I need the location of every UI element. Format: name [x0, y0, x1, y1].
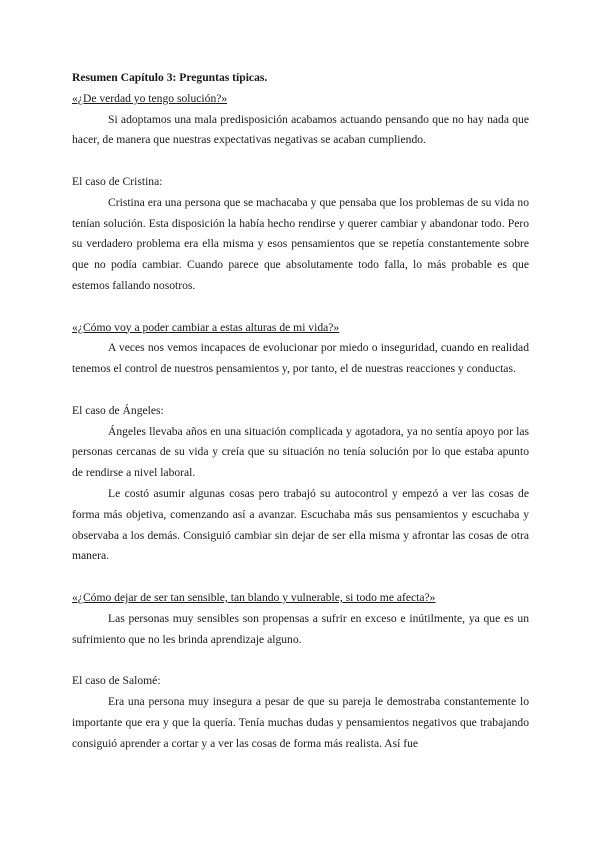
case-title: El caso de Ángeles:	[72, 403, 164, 417]
case-paragraph: Le costó asumir algunas cosas pero trabajó su autocontrol y empezó a ver las cosas de forma más objetiva, comenzando así a avanzar. Escuchaba más sus pensamientos y escuchaba y observaba a los demás. Consiguió cambiar sin dejar de ser ella misma y afrontar las cosas de otra manera.	[72, 486, 529, 563]
section-paragraph: Si adoptamos una mala predisposición acabamos actuando pensando que no hay nada que hacer, de manera que nuestras expectativas negativas se acaban cumpliendo.	[72, 112, 529, 147]
spacer	[72, 650, 529, 671]
section-paragraph: Las personas muy sensibles son propensas a sufrir en exceso e inútilmente, ya que es un sufrimiento que no les brinda aprendizaje alguno.	[72, 611, 529, 646]
spacer	[72, 151, 529, 172]
spacer	[72, 567, 529, 588]
section-paragraph: A veces nos vemos incapaces de evolucionar por miedo o inseguridad, cuando en realidad tenemos el control de nuestros pensamientos y, por tanto, el de nuestras reacciones y conductas.	[72, 341, 529, 376]
section-question: «¿Cómo dejar de ser tan sensible, tan blando y vulnerable, si todo me afecta?»	[72, 590, 436, 604]
spacer	[72, 380, 529, 401]
section-question: «¿De verdad yo tengo solución?»	[72, 91, 228, 105]
spacer	[72, 297, 529, 318]
case-title: El caso de Salomé:	[72, 674, 161, 688]
case-paragraph: Cristina era una persona que se machacaba y que pensaba que los problemas de su vida no tenían solución. Esta disposición la había hecho rendirse y querer cambiar y abandonar todo. Pero su verdadero problema era ella misma y esos pensamientos que se repetía constantemente sobre que no podía cambiar. Cuando parece que absolutamente todo falla, lo más probable es que estemos fallando nosotros.	[72, 195, 529, 292]
section-question: «¿Cómo voy a poder cambiar a estas alturas de mi vida?»	[72, 320, 340, 334]
case-paragraph: Era una persona muy insegura a pesar de que su pareja le demostraba constantemente lo importante que era y que la quería. Tenía muchas dudas y pensamientos negativos que trabajando consiguió aprender a cortar y a ver las cosas de forma más realista. Así fue	[72, 694, 529, 750]
case-title: El caso de Cristina:	[72, 174, 163, 188]
case-paragraph: Ángeles llevaba años en una situación complicada y agotadora, ya no sentía apoyo por las personas cercanas de su vida y creía que su situación no tenía solución por lo que estaba apunto de rendirse a nivel laboral.	[72, 424, 529, 480]
document-title: Resumen Capítulo 3: Preguntas típicas.	[72, 71, 268, 84]
